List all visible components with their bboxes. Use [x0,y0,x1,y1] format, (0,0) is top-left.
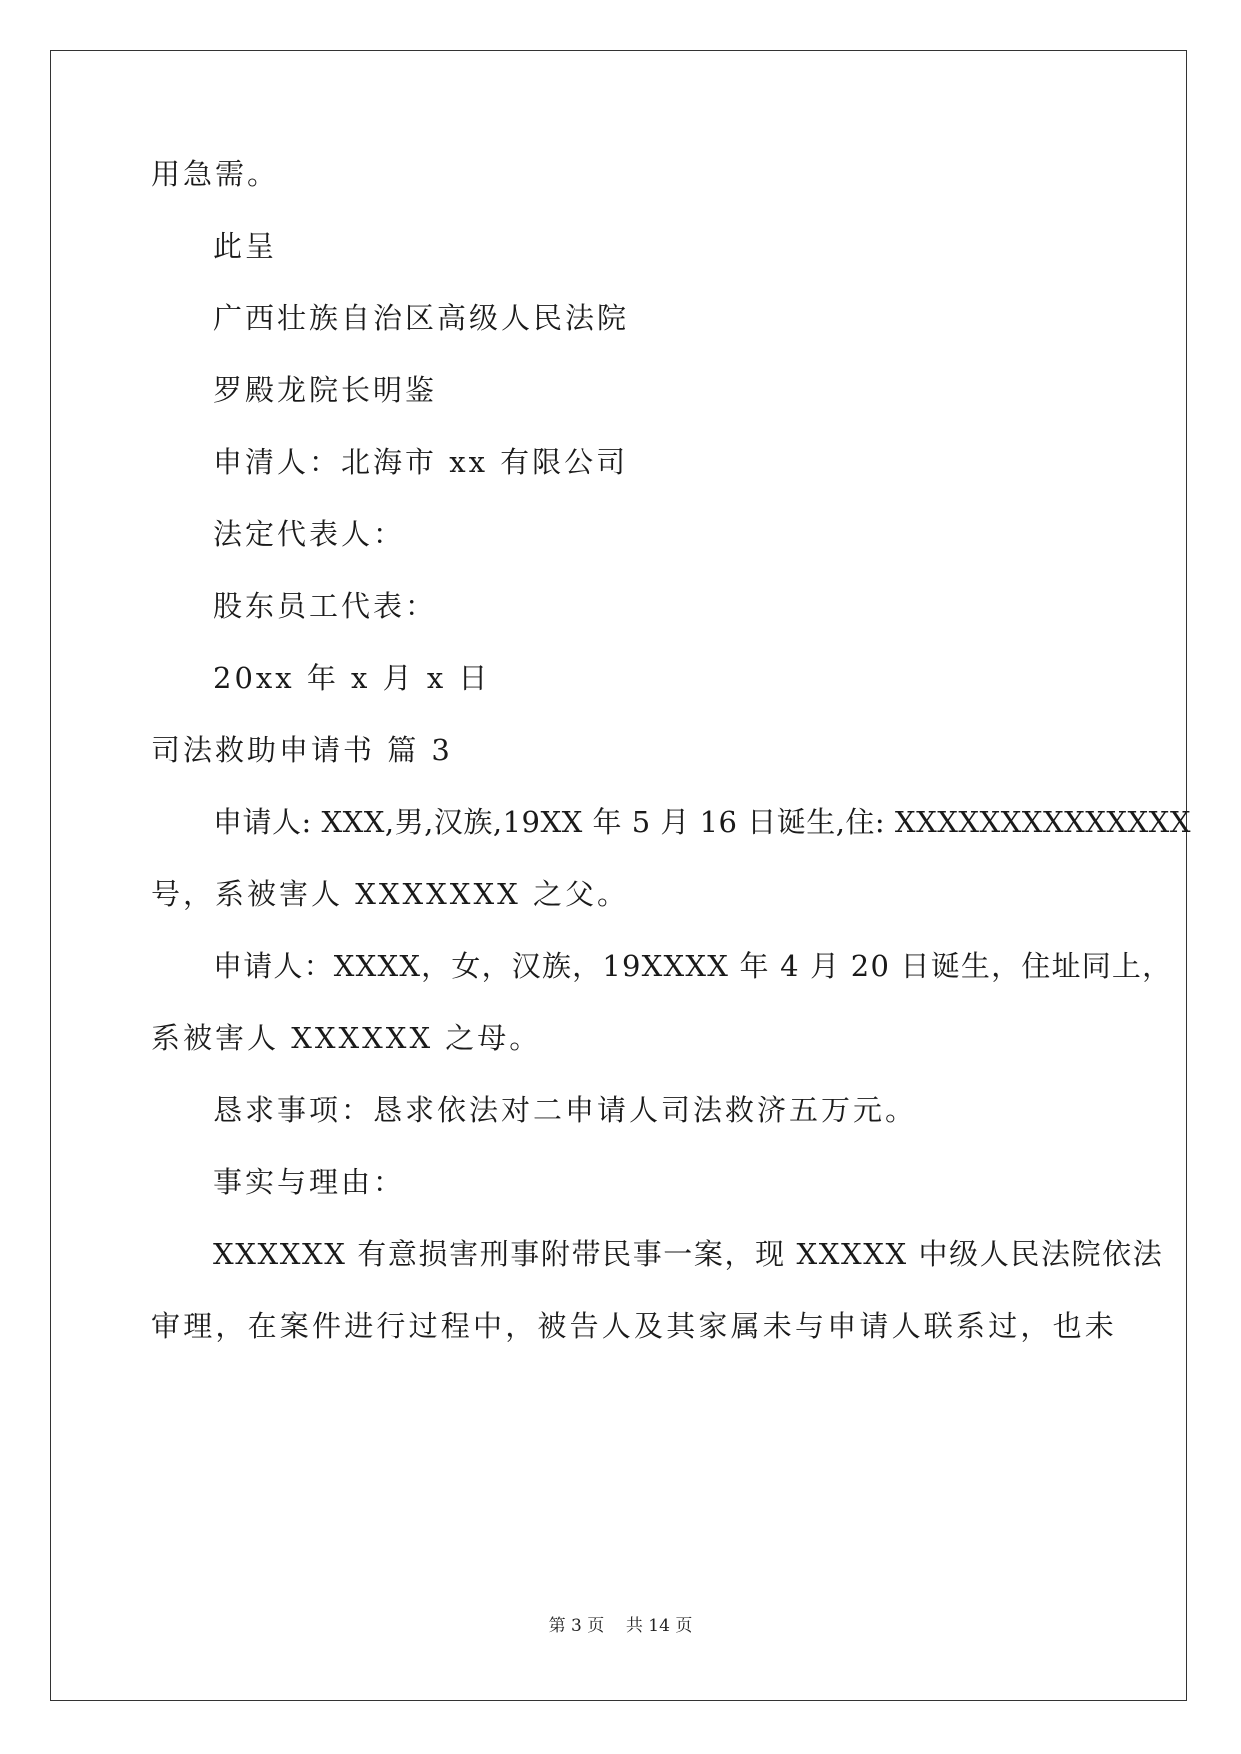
text-line: 申请人：XXXX，女，汉族，19XXXX 年 4 月 20 日诞生，住址同上， [213,949,1173,983]
date-line: 20xx 年 x 月 x 日 [213,661,491,695]
text-line: 罗殿龙院长明鉴 [213,373,438,407]
page-number-footer: 第 3 页 共 14 页 [548,1616,693,1636]
text-line: 系被害人 XXXXXX 之母。 [151,1021,542,1055]
section-heading: 司法救助申请书 篇 3 [151,733,453,767]
text-line: 广西壮族自治区高级人民法院 [213,301,630,335]
text-line: 事实与理由： [213,1165,406,1199]
text-line: 股东员工代表： [213,589,438,623]
text-line: 审理，在案件进行过程中，被告人及其家属未与申请人联系过，也未 [151,1309,1118,1343]
text-line: XXXXXX 有意损害刑事附带民事一案，现 XXXXX 中级人民法院依法 [213,1237,1164,1271]
text-line: 恳求事项：恳求依法对二申请人司法救济五万元。 [213,1093,918,1127]
text-line: 申请人: XXX,男,汉族,19XX 年 5 月 16 日诞生,住: XXXXXXXXXXXXXX [213,805,1191,839]
text-line: 号，系被害人 XXXXXXX 之父。 [151,877,629,911]
text-line: 申清人：北海市 xx 有限公司 [213,445,629,479]
text-line: 此呈 [213,229,278,263]
text-line: 法定代表人： [213,517,406,551]
text-line: 用急需。 [151,157,280,191]
